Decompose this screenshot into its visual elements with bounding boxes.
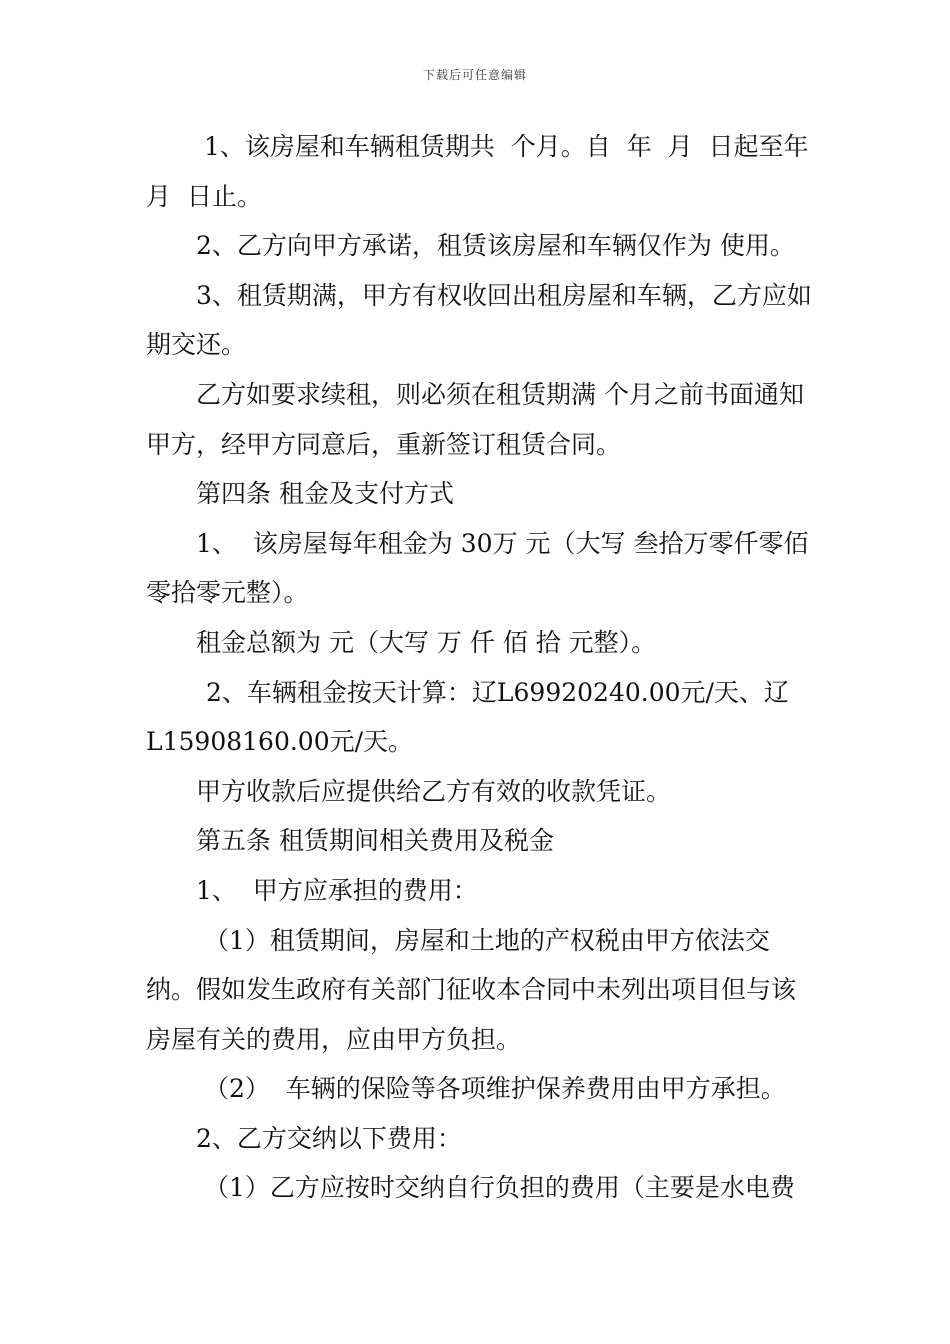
paragraph-renewal: 乙方如要求续租，则必须在租赁期满 个月之前书面通知甲方，经甲方同意后，重新签订租赁合同。 [146, 379, 804, 459]
paragraph-usage-commitment: 2、乙方向甲方承诺，租赁该房屋和车辆仅作为 使用。 [196, 231, 795, 261]
document-body [146, 122, 825, 1213]
article-5-heading: 第五条 租赁期间相关费用及税金 [196, 826, 554, 856]
page-header: 下载后可任意编辑 [422, 68, 527, 82]
article-4-heading: 第四条 租金及支付方式 [196, 479, 454, 509]
paragraph-lease-expiry: 3、租赁期满，甲方有权收回出租房屋和车辆，乙方应如期交还。 [146, 280, 812, 360]
paragraph-vehicle-rent: 2、车辆租金按天计算：辽L69920240.00元/天、辽L15908160.00元/天。 [146, 677, 789, 757]
paragraph-receipt: 甲方收款后应提供给乙方有效的收款凭证。 [196, 776, 672, 806]
paragraph-total-rent: 租金总额为 元（大写 万 仟 佰 拾 元整）。 [196, 627, 657, 657]
paragraph-utilities: （1）乙方应按时交纳自行负担的费用（主要是水电费 [204, 1173, 795, 1203]
paragraph-lease-term: 1、该房屋和车辆租赁期共 个月。自 年 月 日起至年 月 日止。 [146, 132, 825, 211]
paragraph-party-a-costs: 1、 甲方应承担的费用： [196, 875, 478, 905]
paragraph-property-tax: （1）租赁期间，房屋和土地的产权税由甲方依法交纳。假如发生政府有关部门征收本合同中未列出项目但与该房屋有关的费用，应由甲方负担。 [146, 925, 797, 1054]
paragraph-vehicle-maintenance: （2） 车辆的保险等各项维护保养费用由甲方承担。 [204, 1074, 786, 1104]
paragraph-party-b-costs: 2、乙方交纳以下费用： [196, 1123, 462, 1153]
paragraph-annual-rent: 1、 该房屋每年租金为 30万 元（大写 叁拾万零仟零佰零拾零元整）。 [146, 528, 809, 608]
